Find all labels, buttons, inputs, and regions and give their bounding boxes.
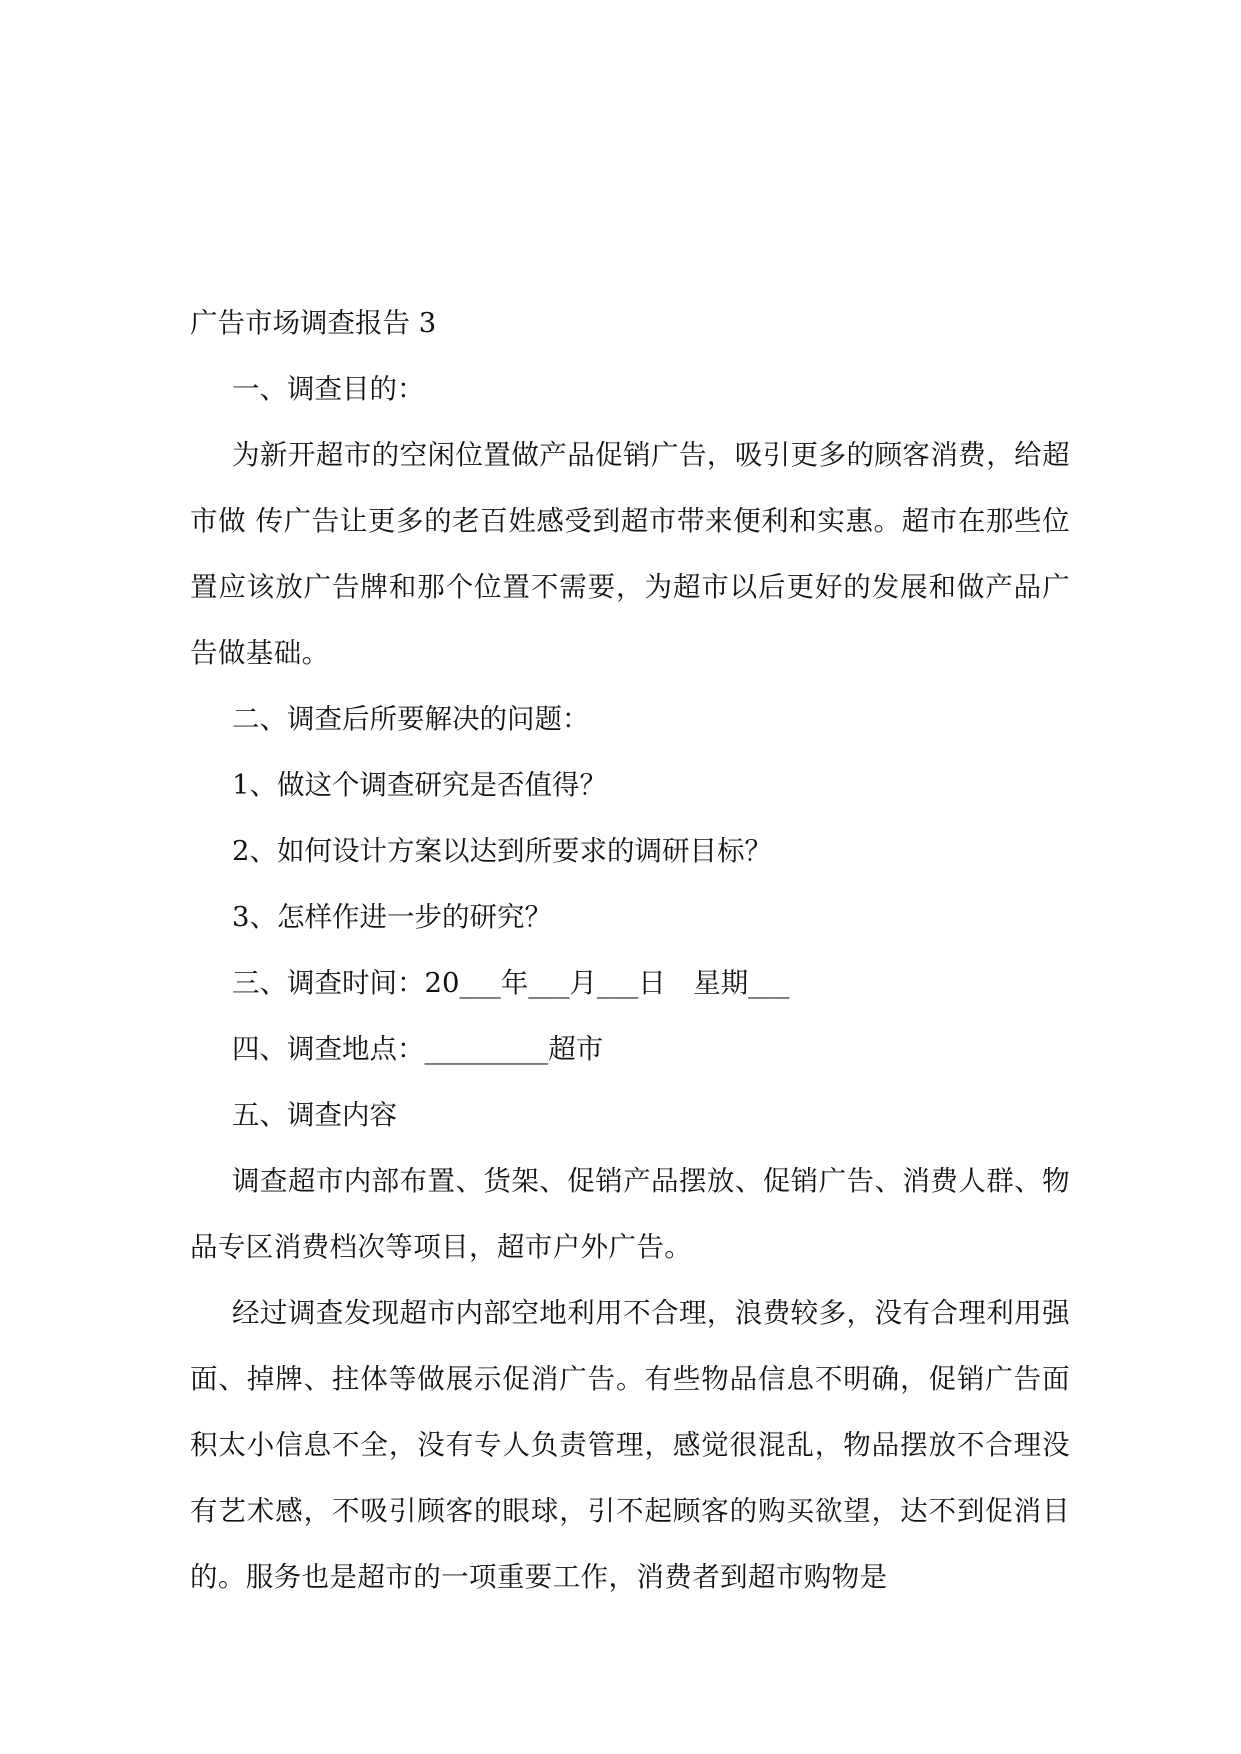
section-heading-problems: 二、调查后所要解决的问题： bbox=[232, 703, 590, 735]
document-title: 广告市场调查报告 3 bbox=[190, 307, 437, 339]
list-item-question-2: 2、如何设计方案以达到所要求的调研目标？ bbox=[232, 835, 772, 867]
paragraph-findings: 经过调查发现超市内部空地利用不合理，浪费较多，没有合理利用强面、掉牌、拄体等做展示促消广告。有些物品信息不明确，促销广告面积太小信息不全，没有专人负责管理，感觉很混乱，物品摆放不合理没有艺术感，不吸引顾客的眼球，引不起顾客的购买欲望，达不到促消目的。服务也是超市的一项重要工作，消费者到超市购物是 bbox=[190, 1297, 1070, 1593]
section-survey-time: 三、调查时间：20___年___月___日 星期___ bbox=[232, 967, 790, 999]
paragraph-content: 调查超市内部布置、货架、促销产品摆放、促销广告、消费人群、物品专区消费档次等项目，超市户外广告。 bbox=[190, 1165, 1070, 1263]
list-item-question-3: 3、怎样作进一步的研究？ bbox=[232, 901, 552, 933]
list-item-question-1: 1、做这个调查研究是否值得？ bbox=[232, 769, 607, 801]
paragraph-purpose: 为新开超市的空闲位置做产品促销广告，吸引更多的顾客消费，给超市做 传广告让更多的老百姓感受到超市带来便利和实惠。超市在那些位置应该放广告牌和那个位置不需要，为超市以后更好的发展和做产品广告做基础。 bbox=[190, 439, 1070, 669]
section-heading-purpose: 一、调查目的： bbox=[232, 373, 425, 405]
section-survey-location: 四、调查地点：_________超市 bbox=[232, 1033, 604, 1065]
document-body bbox=[190, 290, 1070, 1610]
section-heading-content: 五、调查内容 bbox=[232, 1099, 397, 1131]
